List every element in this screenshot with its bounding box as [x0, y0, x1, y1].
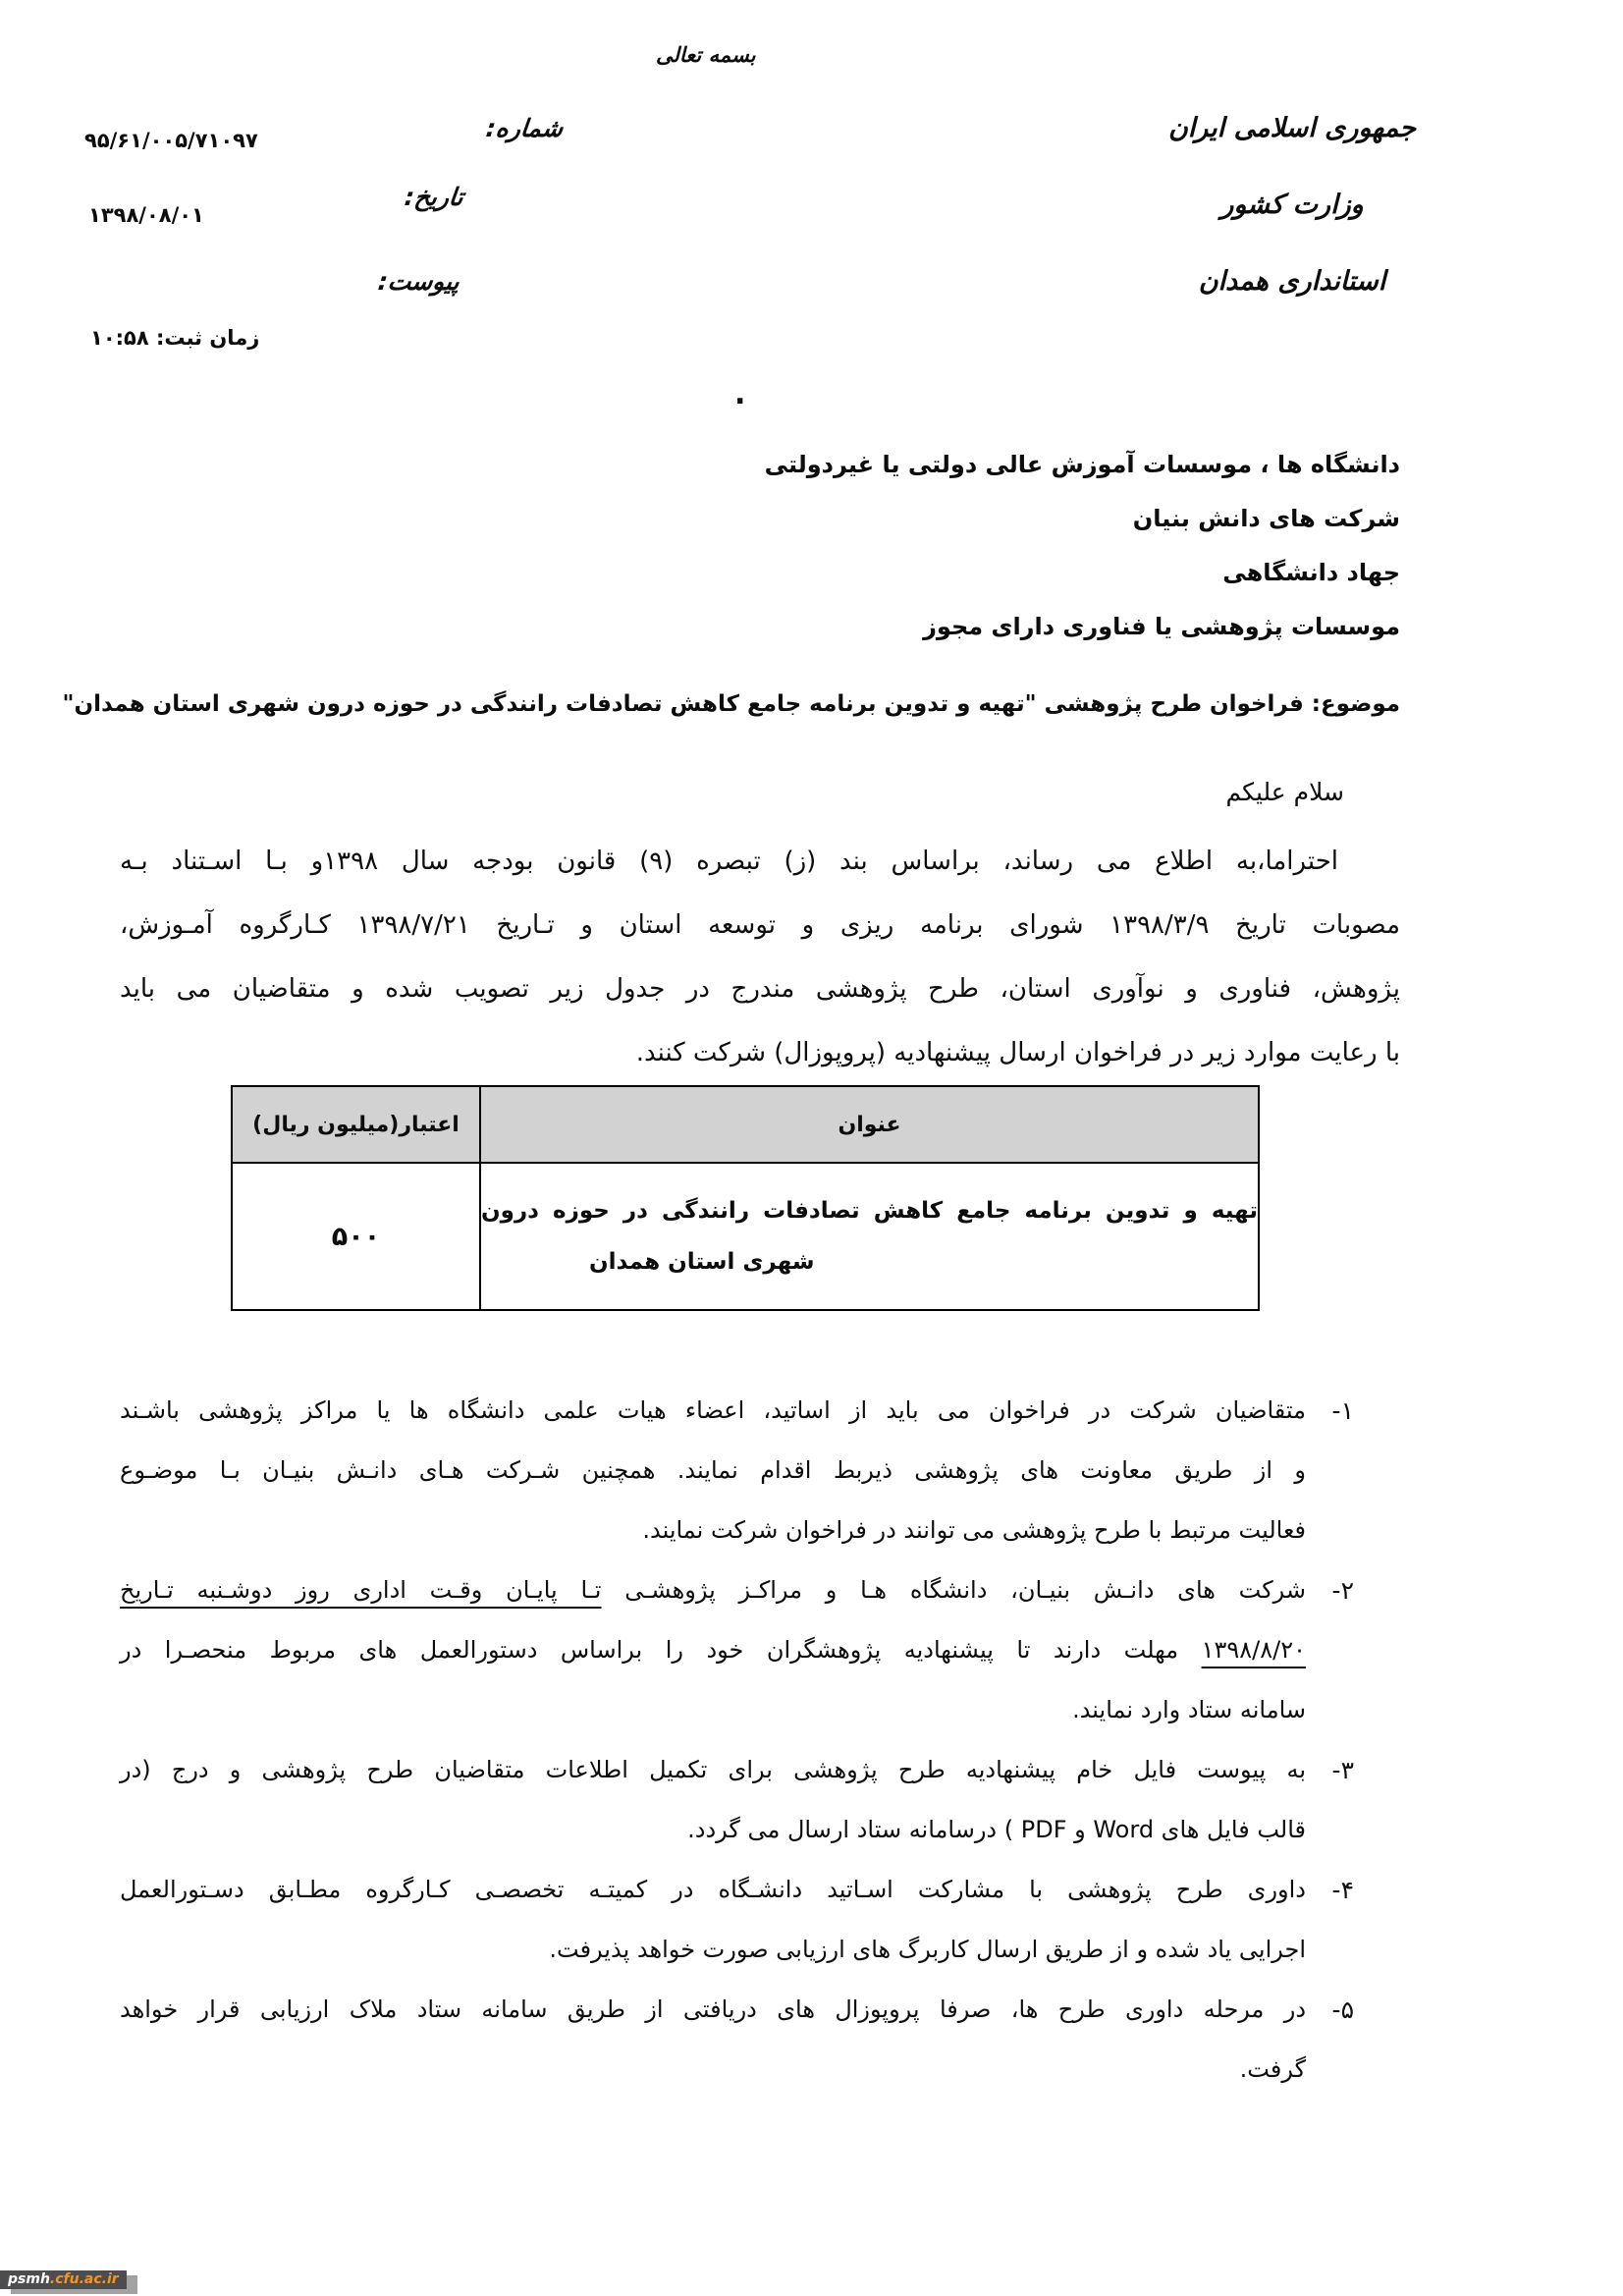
recipient-knowledge-companies: شرکت های دانش بنیان — [1132, 505, 1400, 532]
project-credit-cell: ۵۰۰ — [232, 1163, 480, 1310]
item-5-line-2: گرفت. — [1239, 2055, 1306, 2083]
watermark-domain: .cfu.ac.ir — [49, 2271, 119, 2287]
subject-line: موضوع: فراخوان طرح پژوهشی "تهیه و تدوین برنامه جامع کاهش تصادفات رانندگی در حوزه درون شهری استان همدان" — [62, 691, 1400, 717]
item-1-line-2: و از طریق معاونت های پژوهشی ذیربط اقدام نمایند. همچنین شـرکت هـای دانـش بنیـان بـا موضـوع — [120, 1456, 1306, 1484]
project-title-cell — [480, 1163, 1259, 1310]
intro-paragraph — [120, 830, 1400, 1085]
item-2-line-2-text: مهلت دارند تا پیشنهادیه پژوهشگران خود را براساس دستورالعمل های مربوط منحصـرا در — [120, 1636, 1202, 1664]
registration-time: زمان ثبت: ۱۰:۵۸ — [90, 326, 260, 350]
list-item-1 — [120, 1381, 1400, 1560]
recipient-universities: دانشگاه ها ، موسسات آموزش عالی دولتی یا غیردولتی — [764, 451, 1400, 478]
item-2-line-1 — [120, 1560, 1306, 1620]
recipient-jahad: جهاد دانشگاهی — [1222, 559, 1400, 586]
item-2-line-3: سامانه ستاد وارد نمایند. — [1072, 1696, 1306, 1723]
recipients-block — [120, 438, 1400, 654]
item-2-line-1-text: شرکت های دانـش بنیـان، دانشگاه هـا و مراکـز پژوهشـی — [601, 1576, 1306, 1604]
item-3-number: ۳- — [1331, 1756, 1354, 1784]
bismillah-text: بسمه تعالی — [656, 43, 756, 67]
separator-dot: . — [734, 377, 746, 411]
item-3-line-2: قالب فایل های Word و PDF ) درسامانه ستاد ارسال می گردد. — [687, 1816, 1306, 1843]
column-header-title: عنوان — [480, 1086, 1259, 1163]
item-2-line-2 — [120, 1620, 1306, 1680]
letterhead-country: جمهوری اسلامی ایران — [1167, 113, 1417, 143]
letterhead-governorate: استانداری همدان — [1198, 266, 1386, 297]
list-item-2 — [120, 1560, 1400, 1740]
watermark-prefix: psmh — [8, 2271, 50, 2287]
item-2-deadline-phrase: تـا پایـان وقـت اداری روز دوشـنبه تـاریخ — [120, 1576, 602, 1604]
column-header-credit: اعتبار(میلیون ریال) — [232, 1086, 480, 1163]
letter-content — [62, 432, 1400, 2100]
list-item-3 — [120, 1740, 1400, 1860]
site-watermark — [0, 2270, 127, 2289]
attachment-label: پیوست: — [376, 267, 461, 296]
item-2-deadline-date: ۱۳۹۸/۸/۲۰ — [1201, 1636, 1306, 1664]
item-1-line-1: متقاضیان شرکت در فراخوان می باید از اساتید، اعضاء هیات علمی دانشگاه ها یا مراکز پژوهشی باشـند — [120, 1396, 1306, 1424]
item-4-line-1: داوری طرح پژوهشی با مشارکت اسـاتید دانشـگاه در کمیتـه تخصصـی کـارگروه مطـابق دسـتورالعمل — [120, 1876, 1306, 1903]
conditions-list — [120, 1381, 1400, 2100]
table-row — [232, 1163, 1259, 1310]
date-value: ۱۳۹۸/۰۸/۰۱ — [88, 203, 204, 227]
number-value: ۹۵/۶۱/۰۰۵/۷۱۰۹۷ — [84, 129, 258, 152]
letterhead-ministry: وزارت کشور — [1220, 190, 1364, 220]
date-label: تاریخ: — [403, 183, 465, 211]
letterhead — [1125, 90, 1459, 320]
item-4-line-2: اجرایی یاد شده و از طریق ارسال کاربرگ های ارزیابی صورت خواهد پذیرفت. — [549, 1936, 1306, 1963]
greeting-line — [120, 774, 1400, 811]
item-3-line-1: به پیوست فایل خام پیشنهادیه طرح پژوهشی برای تکمیل اطلاعات متقاضیان طرح پژوهشی و درج (در — [120, 1756, 1306, 1783]
intro-line-4: با رعایت موارد زیر در فراخوان ارسال پیشنهادیه (پروپوزال) شرکت کنند. — [635, 1038, 1400, 1067]
intro-line-3: پژوهش، فناوری و نوآوری استان، طرح پژوهشی مندرج در جدول زیر تصویب شده و متقاضیان می باید — [120, 974, 1400, 1004]
table-header-row — [232, 1086, 1259, 1163]
project-title-line-1: تهیه و تدوین برنامه جامع کاهش تصادفات رانندگی در حوزه درون — [481, 1198, 1258, 1224]
item-1-number: ۱- — [1331, 1396, 1354, 1425]
intro-line-1: احتراما،به اطلاع می رساند، براساس بند (ز) تبصره (۹) قانون بودجه سال ۱۳۹۸و بـا اسـتناد بـه — [120, 847, 1339, 876]
item-4-number: ۴- — [1331, 1876, 1354, 1904]
item-1-line-3: فعالیت مرتبط با طرح پژوهشی می توانند در فراخوان شرکت نمایند. — [642, 1516, 1306, 1544]
recipient-research-institutes: موسسات پژوهشی یا فناوری دارای مجوز — [923, 613, 1400, 640]
greeting-text: سلام علیکم — [1225, 778, 1344, 806]
number-label: شماره: — [484, 114, 565, 142]
intro-line-2: مصوبات تاریخ ۱۳۹۸/۳/۹ شورای برنامه ریزی و توسعه استان و تـاریخ ۱۳۹۸/۷/۲۱ کـارگروه آمـوزش، — [120, 910, 1400, 940]
item-5-line-1: در مرحله داوری طرح ها، صرفا پروپوزال های دریافتی از طریق سامانه ستاد ملاک ارزیابی قرار خواهد — [120, 1995, 1306, 2023]
project-credit-table — [231, 1085, 1260, 1311]
project-title-line-2: شهری استان همدان — [589, 1249, 815, 1275]
item-2-number: ۲- — [1331, 1576, 1354, 1605]
list-item-4 — [120, 1860, 1400, 1980]
list-item-5 — [120, 1980, 1400, 2100]
item-5-number: ۵- — [1331, 1995, 1354, 2024]
